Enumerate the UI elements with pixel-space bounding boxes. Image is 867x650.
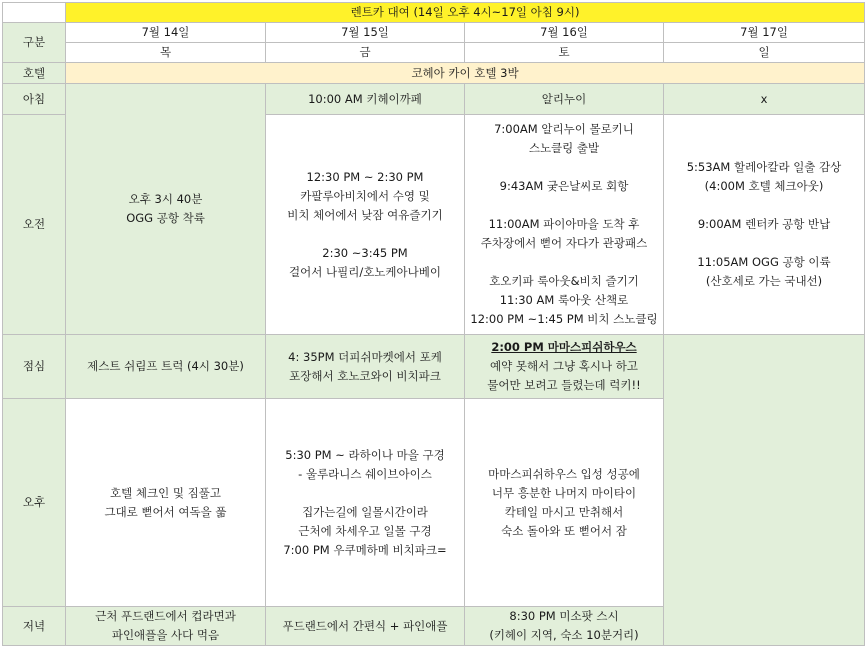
- text-line: 12:00 PM ~1:45 PM 비치 스노클링: [470, 312, 658, 326]
- itinerary-table: [2, 2, 865, 646]
- blank-line: [666, 234, 862, 253]
- text-line: 8:30 PM 미소팟 스시: [509, 609, 619, 623]
- text-line: 12:30 PM ~ 2:30 PM: [306, 169, 424, 184]
- weekday-row: [3, 43, 865, 63]
- text-line: 집가는길에 일몰시간이라: [302, 504, 428, 519]
- date-thu[interactable]: 7월 14일: [66, 23, 266, 43]
- sun-empty-block[interactable]: [664, 335, 865, 646]
- text-line: 오후 3시 40분: [128, 192, 203, 206]
- text-line: 호텔 체크인 및 짐풀고: [110, 485, 221, 500]
- breakfast-sat[interactable]: 알리누이: [465, 84, 664, 115]
- morning-label[interactable]: 오전: [3, 115, 66, 335]
- text-line: 물어만 보려고 들렸는데 럭키!!: [487, 378, 641, 392]
- text-line: 근처 푸드랜드에서 컵라면과: [95, 609, 236, 623]
- date-sun[interactable]: 7월 17일: [664, 23, 865, 43]
- weekday-sun[interactable]: 일: [664, 43, 865, 63]
- date-sat[interactable]: 7월 16일: [465, 23, 664, 43]
- text-line: 5:30 PM ~ 라하이나 마을 구경: [285, 447, 445, 462]
- morning-sun[interactable]: [664, 115, 865, 335]
- text-line: OGG 공항 착륙: [126, 211, 205, 225]
- text-line: (4:00M 호텔 체크아웃): [704, 179, 824, 193]
- text-line: 그대로 뻗어서 여독을 풂: [104, 504, 227, 519]
- text-line: 카팔루아비치에서 수영 및: [300, 188, 430, 203]
- weekday-fri[interactable]: 금: [266, 43, 465, 63]
- blank-line: [268, 225, 462, 244]
- corner-cell[interactable]: [3, 3, 66, 23]
- text-line: 주차장에서 뻗어 자다가 관광패스: [480, 236, 648, 250]
- lunch-row: [3, 335, 865, 399]
- afternoon-sat[interactable]: [465, 399, 664, 607]
- afternoon-fri[interactable]: [266, 399, 465, 607]
- morning-fri[interactable]: [266, 115, 465, 335]
- blank-line: [666, 196, 862, 215]
- weekday-sat[interactable]: 토: [465, 43, 664, 63]
- text-line: 11:30 AM 룩아웃 산책로: [499, 293, 629, 307]
- dinner-fri[interactable]: 푸드랜드에서 간편식 + 파인애플: [266, 607, 465, 646]
- breakfast-fri[interactable]: 10:00 AM 키헤이까페: [266, 84, 465, 115]
- morning-thu[interactable]: [66, 84, 266, 335]
- text-line: 5:53AM 할레아칼라 일출 감상: [686, 160, 842, 174]
- rental-title[interactable]: 렌트카 대여 (14일 오후 4시~17일 아침 9시): [66, 3, 865, 23]
- text-line: 마마스피쉬하우스 입성 성공에: [488, 466, 640, 481]
- text-line: 파인애플을 사다 먹음: [111, 628, 220, 642]
- blank-line: [467, 158, 661, 177]
- text-line: 근처에 차세우고 일몰 구경: [298, 523, 432, 538]
- dinner-label[interactable]: 저녁: [3, 607, 66, 646]
- morning-sat[interactable]: [465, 115, 664, 335]
- text-line: 스노클링 출발: [528, 141, 600, 155]
- hotel-value[interactable]: 코헤아 카이 호텔 3박: [66, 63, 865, 84]
- blank-line: [467, 253, 661, 272]
- lunch-sat[interactable]: [465, 335, 664, 399]
- blank-line: [268, 484, 462, 503]
- text-line: 포장해서 호노코와이 비치파크: [289, 368, 441, 383]
- text-line: 11:00AM 파이아마을 도착 후: [488, 217, 640, 231]
- afternoon-thu[interactable]: [66, 399, 266, 607]
- text-line: - 울루라니스 쉐이브아이스: [298, 466, 432, 481]
- text-line: 칵테일 마시고 만취해서: [504, 504, 624, 519]
- lunch-sat-title: 2:00 PM 마마스피쉬하우스: [491, 340, 637, 354]
- title-row: [3, 3, 865, 23]
- text-line: (키헤이 지역, 숙소 10분거리): [489, 628, 639, 642]
- lunch-thu[interactable]: 제스트 쉬림프 트럭 (4시 30분): [66, 335, 266, 399]
- hotel-label[interactable]: 호텔: [3, 63, 66, 84]
- text-line: 11:05AM OGG 공항 이륙: [697, 255, 831, 269]
- blank-line: [467, 196, 661, 215]
- text-line: 걸어서 나필리/호노케아나베이: [289, 264, 441, 279]
- text-line: 숙소 돌아와 또 뻗어서 잠: [501, 523, 627, 538]
- date-fri[interactable]: 7월 15일: [266, 23, 465, 43]
- weekday-thu[interactable]: 목: [66, 43, 266, 63]
- afternoon-label[interactable]: 오후: [3, 399, 66, 607]
- lunch-fri[interactable]: [266, 335, 465, 399]
- date-row: [3, 23, 865, 43]
- text-line: 2:30 ~3:45 PM: [322, 245, 408, 260]
- text-line: 호오키파 룩아웃&비치 즐기기: [489, 274, 639, 288]
- dinner-thu[interactable]: [66, 607, 266, 646]
- text-line: 9:00AM 렌터카 공항 반납: [697, 217, 831, 231]
- breakfast-sun[interactable]: x: [664, 84, 865, 115]
- breakfast-row: [3, 84, 865, 115]
- text-line: 7:00AM 알리누이 몰로키니: [494, 122, 634, 136]
- breakfast-label[interactable]: 아침: [3, 84, 66, 115]
- dinner-sat[interactable]: [465, 607, 664, 646]
- text-line: 너무 흥분한 나머지 마이타이: [491, 485, 637, 500]
- text-line: 7:00 PM 우쿠메하메 비치파크=: [283, 542, 447, 557]
- category-label[interactable]: 구분: [3, 23, 66, 63]
- text-line: 예약 못해서 그냥 혹시나 하고: [490, 359, 638, 373]
- text-line: 비치 체어에서 낮잠 여유즐기기: [287, 207, 443, 222]
- text-line: 4: 35PM 더피쉬마켓에서 포케: [288, 349, 442, 364]
- hotel-row: [3, 63, 865, 84]
- text-line: (산호세로 가는 국내선): [705, 274, 823, 288]
- text-line: 9:43AM 궂은날씨로 회항: [499, 179, 629, 193]
- lunch-label[interactable]: 점심: [3, 335, 66, 399]
